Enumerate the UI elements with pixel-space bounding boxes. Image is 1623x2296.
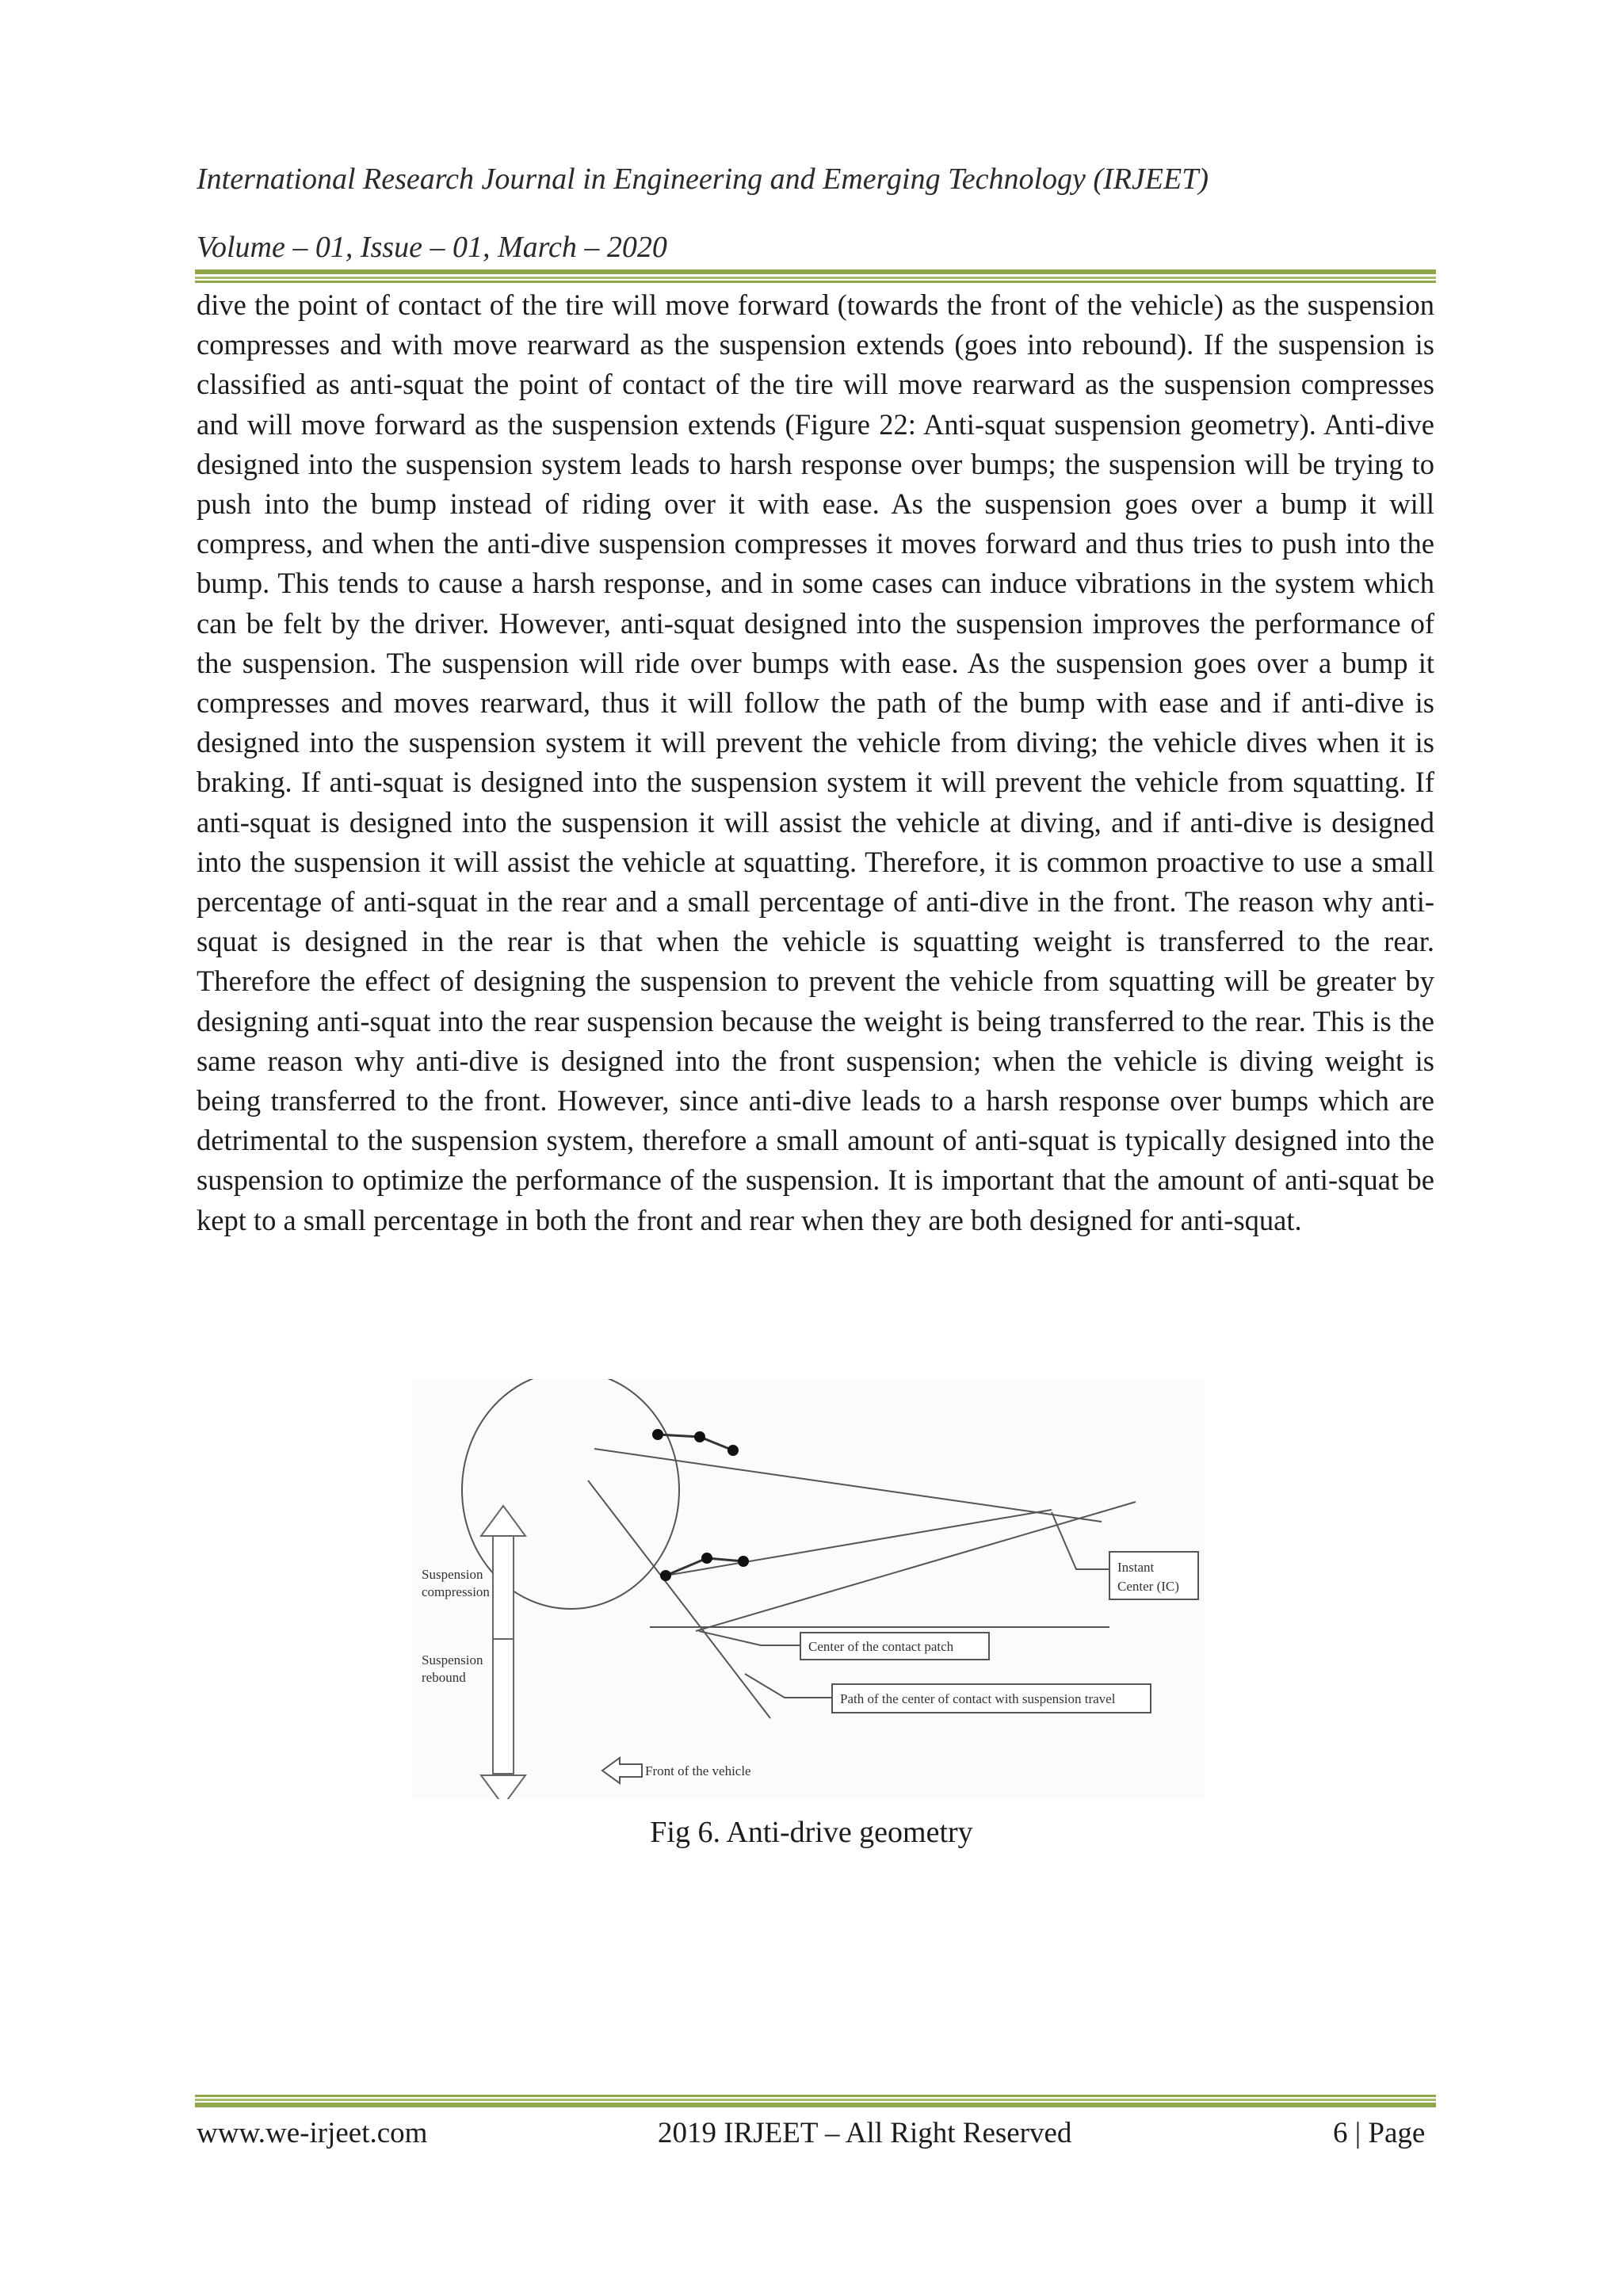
- ic-leader-line: [1052, 1512, 1109, 1569]
- ic-label-line2: Center (IC): [1117, 1579, 1179, 1594]
- lower-link-line: [666, 1510, 1052, 1576]
- header-divider: [195, 269, 1436, 284]
- suspension-travel-arrow: [481, 1506, 525, 1799]
- front-of-vehicle-label: Front of the vehicle: [645, 1763, 751, 1778]
- body-paragraph: dive the point of contact of the tire will move forward (towards the front of the vehicle) as the suspension compresses and with move rearward as the suspension extends (goes into rebound). If the suspension is classified as anti-squat the point of contact of the tire will move rearward as the suspension compresses and will move forward as the suspension extends (Figure 22: Anti-squat suspension geometry). Anti-dive designed into the suspension system leads to harsh response over bumps; the suspension will be trying to push into the bump instead of riding over it with ease. As the suspension goes over a bump it will compress, and when the anti-dive suspension compresses it moves forward and thus tries to push into the bump. This tends to cause a harsh response, and in some cases can induce vibrations in the system which can be felt by the driver. However, anti-squat designed into the suspension improves the performance of the suspension. The suspension will ride over bumps with ease. As the suspension goes over a bump it compresses and moves rearward, thus it will follow the path of the bump with ease and if anti-dive is designed into the suspension system it will prevent the vehicle from diving; the vehicle dives when it is braking. If anti-squat is designed into the suspension system it will prevent the vehicle from squatting. If anti-squat is designed into the suspension it will assist the vehicle at diving, and if anti-dive is designed into the suspension it will assist the vehicle at squatting. Therefore, it is common proactive to use a small percentage of anti-squat in the rear and a small percentage of anti-dive in the front. The reason why anti-squat is designed in the rear is that when the vehicle is squatting weight is transferred to the rear. Therefore the effect of designing the suspension to prevent the vehicle from squatting will be greater by designing anti-squat into the rear suspension because the weight is being transferred to the rear. This is the same reason why anti-dive is designed into the front suspension; when the vehicle is diving weight is being transferred to the front. However, since anti-dive leads to a harsh response over bumps which are detrimental to the suspension system, therefore a small amount of anti-squat is typically designed into the suspension to optimize the performance of the suspension. It is important that the amount of anti-squat be kept to a small percentage in both the front and rear when they are both designed for anti-squat.: [197, 288, 1434, 1236]
- figure-diagram: [412, 1379, 1205, 1799]
- footer-website: www.we-irjeet.com: [197, 2117, 428, 2149]
- path-leader: [745, 1674, 832, 1698]
- volume-issue-line: Volume – 01, Issue – 01, March – 2020: [197, 231, 667, 264]
- lower-pivot-dot: [701, 1553, 712, 1564]
- ic-line-lower: [696, 1502, 1136, 1631]
- contact-patch-leader: [699, 1631, 800, 1645]
- footer-copyright: 2019 IRJEET – All Right Reserved: [658, 2117, 1072, 2149]
- upper-pivot-dot: [694, 1431, 705, 1442]
- path-label: Path of the center of contact with suspension travel: [840, 1691, 1116, 1706]
- contact-patch-label: Center of the contact patch: [808, 1639, 954, 1654]
- lower-pivot-dot: [660, 1570, 671, 1581]
- footer-divider: [195, 2095, 1436, 2109]
- upper-link-line: [594, 1449, 1102, 1522]
- front-of-vehicle-arrow: [602, 1758, 642, 1783]
- compression-label-line1: Suspension: [422, 1567, 483, 1582]
- rebound-label-line1: Suspension: [422, 1652, 483, 1668]
- rebound-label-line2: rebound: [422, 1670, 466, 1685]
- upper-pivot-dot: [652, 1429, 663, 1440]
- footer-page-number: 6 | Page: [1333, 2117, 1426, 2149]
- figure-caption: Fig 6. Anti-drive geometry: [650, 1816, 973, 1849]
- lower-pivot-dot: [738, 1556, 749, 1567]
- upper-pivot-dot: [727, 1445, 739, 1456]
- ic-label-line1: Instant: [1117, 1560, 1155, 1575]
- contact-path-line: [588, 1480, 770, 1718]
- compression-label-line2: compression: [422, 1584, 490, 1599]
- anti-dive-geometry-figure: [412, 1379, 1205, 1799]
- journal-title: International Research Journal in Engineering and Emerging Technology (IRJEET): [197, 162, 1209, 196]
